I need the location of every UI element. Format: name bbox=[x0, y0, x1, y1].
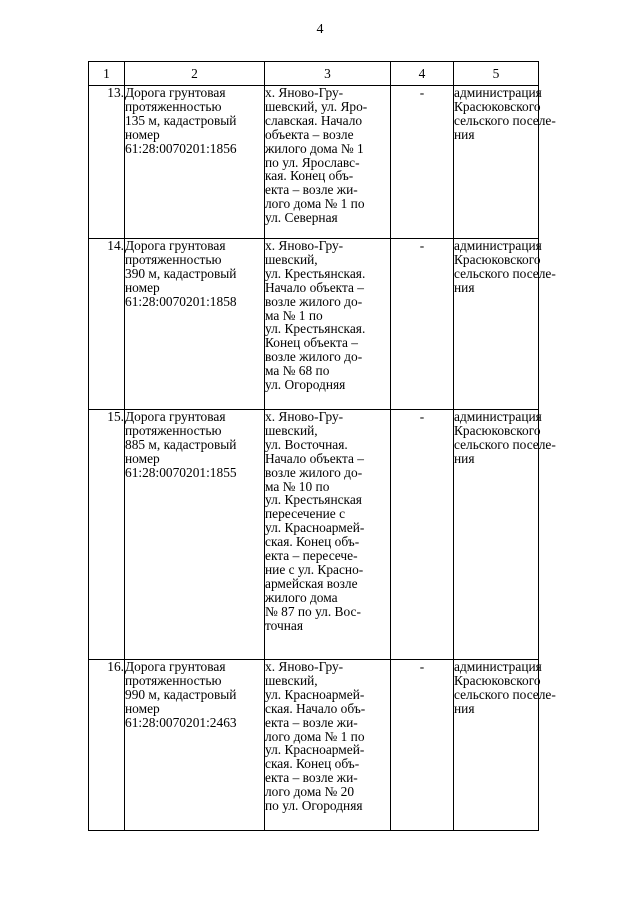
location-cell-line: х. Яново-Гру- bbox=[265, 409, 344, 424]
location-cell-line: пересечение с bbox=[265, 506, 346, 522]
owner-cell-line: Красюковского bbox=[454, 672, 541, 688]
location-cell-line: ул. Огородняя bbox=[265, 377, 346, 393]
owner-cell-line: администрация bbox=[454, 238, 542, 253]
column-4-cell: - bbox=[391, 239, 454, 410]
table-row bbox=[89, 660, 539, 831]
location-cell-line: Конец объекта – bbox=[265, 335, 358, 351]
owner-cell bbox=[454, 238, 556, 410]
location-cell-line: возле жилого до- bbox=[265, 293, 363, 309]
object-name-cell bbox=[125, 410, 265, 660]
object-name-cell bbox=[125, 86, 265, 239]
location-cell-line: ма № 1 по bbox=[265, 307, 323, 323]
location-cell-line: ул. Крестьянская. bbox=[265, 265, 366, 281]
table-row bbox=[89, 410, 539, 660]
header-row bbox=[89, 62, 539, 86]
object-name-cell-line: 61:28:0070201:1856 bbox=[125, 140, 237, 156]
owner-cell-line: ния bbox=[454, 700, 475, 716]
row-number: 16. bbox=[89, 660, 125, 831]
owner-cell-line: сельского поселе- bbox=[454, 112, 556, 128]
location-cell-line: шевский, bbox=[265, 251, 318, 267]
location-cell-line: екта – возле жи- bbox=[265, 714, 358, 730]
location-cell-line: Начало объекта – bbox=[265, 279, 364, 295]
owner-cell bbox=[454, 409, 556, 660]
location-cell-line: армейская возле bbox=[265, 575, 358, 591]
header-cell-3: 3 bbox=[265, 62, 391, 86]
object-name-cell bbox=[125, 660, 265, 831]
header-cell-1: 1 bbox=[89, 62, 125, 86]
table-row bbox=[89, 239, 539, 410]
location-cell-line: по ул. Ярославс- bbox=[265, 154, 360, 170]
location-cell bbox=[265, 86, 391, 239]
row-number: 15. bbox=[89, 410, 125, 660]
location-cell-line: шевский, bbox=[265, 672, 318, 688]
objects-table bbox=[88, 61, 556, 831]
header-cell-4: 4 bbox=[391, 62, 454, 86]
owner-cell-line: ния bbox=[454, 126, 475, 142]
owner-cell-line: сельского поселе- bbox=[454, 436, 556, 452]
object-name-cell-line: 61:28:0070201:1855 bbox=[125, 464, 237, 480]
object-name-cell-line: номер bbox=[125, 126, 160, 142]
location-cell bbox=[265, 239, 391, 410]
owner-cell-line: ния bbox=[454, 450, 475, 466]
location-cell-line: жилого дома bbox=[265, 589, 338, 605]
owner-cell-line: администрация bbox=[454, 85, 542, 100]
object-name-cell-line: 61:28:0070201:2463 bbox=[125, 714, 237, 730]
header-cell-2: 2 bbox=[125, 62, 265, 86]
location-cell-line: объекта – возле bbox=[265, 126, 354, 142]
owner-cell-line: сельского поселе- bbox=[454, 265, 556, 281]
owner-cell-line: Красюковского bbox=[454, 98, 541, 114]
location-cell-line: шевский, bbox=[265, 422, 318, 438]
location-cell-line: екта – возле жи- bbox=[265, 182, 358, 198]
owner-cell-line: Красюковского bbox=[454, 251, 541, 267]
object-name-cell-line: Дорога грунтовая bbox=[125, 85, 226, 100]
object-name-cell-line: номер bbox=[125, 279, 160, 295]
object-name-cell-line: протяженностью bbox=[125, 672, 222, 688]
table-body bbox=[89, 85, 556, 831]
row-number: 13. bbox=[89, 86, 125, 239]
location-cell-line: лого дома № 20 bbox=[265, 784, 355, 800]
location-cell-line: лого дома № 1 по bbox=[265, 196, 365, 212]
location-cell-line: ская. Конец объ- bbox=[265, 534, 360, 550]
location-cell-line: екта – возле жи- bbox=[265, 770, 358, 786]
location-cell-line: Начало объекта – bbox=[265, 450, 364, 466]
location-cell-line: ние с ул. Красно- bbox=[265, 561, 364, 577]
object-name-cell-line: 885 м, кадастровый bbox=[125, 436, 237, 452]
location-cell-line: х. Яново-Гру- bbox=[265, 659, 344, 674]
location-cell-line: х. Яново-Гру- bbox=[265, 238, 344, 253]
object-name-cell-line: протяженностью bbox=[125, 422, 222, 438]
location-cell-line: ма № 68 по bbox=[265, 363, 330, 379]
object-name-cell-line: Дорога грунтовая bbox=[125, 409, 226, 424]
object-name-cell-line: 990 м, кадастровый bbox=[125, 686, 237, 702]
column-4-cell: - bbox=[391, 86, 454, 239]
owner-cell-line: ния bbox=[454, 279, 475, 295]
owner-cell bbox=[454, 659, 556, 831]
location-cell-line: возле жилого до- bbox=[265, 464, 363, 480]
object-name-cell-line: номер bbox=[125, 450, 160, 466]
object-name-cell-line: номер bbox=[125, 700, 160, 716]
object-name-cell-line: Дорога грунтовая bbox=[125, 659, 226, 674]
owner-cell bbox=[454, 85, 556, 239]
object-name-cell-line: 61:28:0070201:1858 bbox=[125, 293, 237, 309]
location-cell-line: ул. Красноармей- bbox=[265, 686, 365, 702]
column-4-cell: - bbox=[391, 410, 454, 660]
location-cell-line: жилого дома № 1 bbox=[265, 140, 364, 156]
location-cell-line: ул. Восточная. bbox=[265, 436, 348, 452]
location-cell-line: ма № 10 по bbox=[265, 478, 330, 494]
object-name-cell-line: 390 м, кадастровый bbox=[125, 265, 237, 281]
location-cell-line: ул. Крестьянская. bbox=[265, 321, 366, 337]
location-cell-line: возле жилого до- bbox=[265, 349, 363, 365]
owner-cell-line: администрация bbox=[454, 659, 542, 674]
location-cell-line: ул. Крестьянская bbox=[265, 492, 362, 508]
location-cell-line: шевский, ул. Яро- bbox=[265, 98, 368, 114]
location-cell-line: ская. Конец объ- bbox=[265, 756, 360, 772]
object-name-cell bbox=[125, 239, 265, 410]
location-cell-line: славская. Начало bbox=[265, 112, 363, 128]
location-cell-line: ская. Начало объ- bbox=[265, 700, 366, 716]
location-cell-line: ул. Красноармей- bbox=[265, 742, 365, 758]
location-cell-line: ул. Северная bbox=[265, 210, 338, 226]
location-cell-line: точная bbox=[265, 617, 304, 633]
column-4-cell: - bbox=[391, 660, 454, 831]
location-cell-line: ул. Красноармей- bbox=[265, 520, 365, 536]
owner-cell-line: администрация bbox=[454, 409, 542, 424]
object-name-cell-line: протяженностью bbox=[125, 251, 222, 267]
location-cell-line: по ул. Огородняя bbox=[265, 798, 363, 814]
object-name-cell-line: 135 м, кадастровый bbox=[125, 112, 237, 128]
location-cell-line: лого дома № 1 по bbox=[265, 728, 365, 744]
location-cell-line: № 87 по ул. Вос- bbox=[265, 603, 361, 619]
row-number: 14. bbox=[89, 239, 125, 410]
location-cell-line: екта – пересече- bbox=[265, 548, 358, 564]
header-cell-5: 5 bbox=[454, 62, 539, 86]
owner-cell-line: сельского поселе- bbox=[454, 686, 556, 702]
owner-cell-line: Красюковского bbox=[454, 422, 541, 438]
page-number: 4 bbox=[316, 22, 324, 37]
table-row bbox=[89, 86, 539, 239]
location-cell-line: х. Яново-Гру- bbox=[265, 85, 344, 100]
location-cell bbox=[265, 660, 391, 831]
location-cell bbox=[265, 410, 391, 660]
object-name-cell-line: Дорога грунтовая bbox=[125, 238, 226, 253]
location-cell-line: кая. Конец объ- bbox=[265, 168, 354, 184]
object-name-cell-line: протяженностью bbox=[125, 98, 222, 114]
